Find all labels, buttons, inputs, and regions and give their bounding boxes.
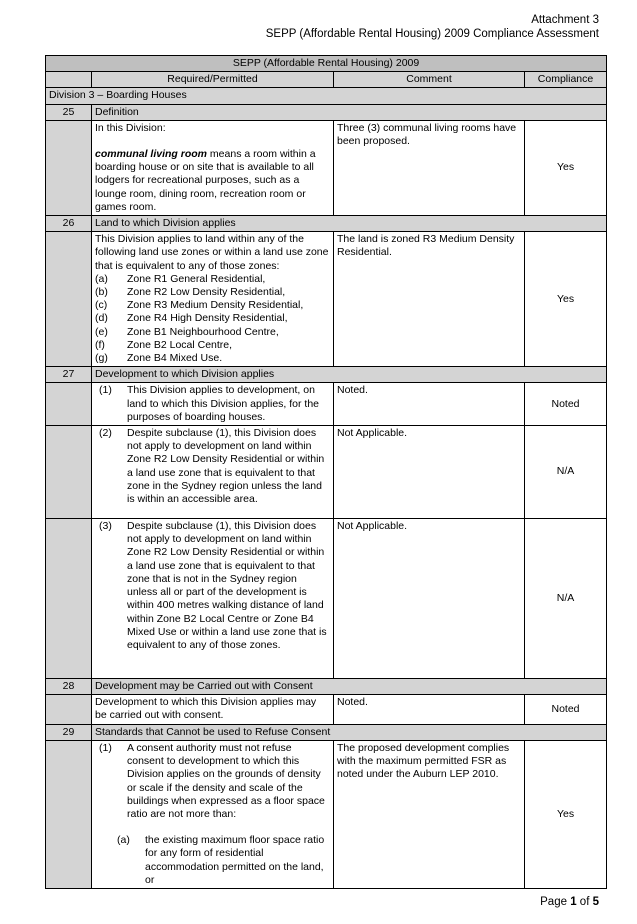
subclause-text: the existing maximum floor space ratio for any form of residential accommodation permitted on the land, or: [145, 834, 325, 886]
number-cell-blank: [46, 740, 92, 888]
comment-cell: Not Applicable.: [334, 426, 525, 519]
column-header-blank: [46, 72, 92, 88]
required-cell: [92, 426, 334, 519]
page-of: of: [576, 896, 593, 908]
comment-cell: Noted.: [334, 695, 525, 724]
page-number: 1: [570, 896, 577, 908]
compliance-cell: N/A: [525, 519, 607, 679]
table-row: [46, 383, 607, 426]
number-cell-blank: [46, 519, 92, 679]
comment-cell: Not Applicable.: [334, 519, 525, 679]
required-cell: Development to which this Division applies may be carried out with consent.: [92, 695, 334, 724]
table-row: [46, 740, 607, 888]
section-heading-row: [46, 679, 607, 695]
defined-term: communal living room: [95, 148, 208, 161]
list-item: (g) Zone B4 Mixed Use.: [95, 352, 223, 365]
list-item: (a) Zone R1 General Residential,: [95, 272, 266, 285]
column-header-compliance: Compliance: [525, 72, 607, 88]
number-cell-blank: [46, 383, 92, 426]
compliance-cell: Noted: [525, 383, 607, 426]
section-number: 28: [46, 679, 92, 695]
clause-text: Despite subclause (1), this Division does not apply to development on land within Zone R2 Low Density Residential or within a land use zone that is equivalent to that zone in the Sydney region unless the land is within an accessible area.: [127, 427, 325, 506]
compliance-cell: Yes: [525, 232, 607, 367]
comment-cell: The proposed development complies with the maximum permitted FSR as noted under the Auburn LEP 2010.: [334, 740, 525, 888]
comment-cell: The land is zoned R3 Medium Density Residential.: [334, 232, 525, 367]
required-cell: [92, 232, 334, 367]
clause-label: (1): [99, 741, 112, 754]
required-cell: [92, 120, 334, 215]
clause-text: This Division applies to development, on land to which this Division applies, for the purposes of boarding houses.: [127, 384, 320, 423]
table-row: [46, 426, 607, 519]
definition-intro: In this Division:: [95, 121, 166, 134]
clause-label: (3): [99, 520, 112, 533]
table-row: [46, 120, 607, 215]
number-cell-blank: [46, 120, 92, 215]
section-heading-row: [46, 216, 607, 232]
list-item: (c) Zone R3 Medium Density Residential,: [95, 299, 304, 312]
page-footer: [540, 896, 599, 908]
compliance-cell: N/A: [525, 426, 607, 519]
division-heading: Division 3 – Boarding Houses: [46, 88, 607, 104]
page-prefix: Page: [540, 896, 571, 908]
list-item: (f) Zone B2 Local Centre,: [95, 338, 233, 351]
column-header-comment: Comment: [334, 72, 525, 88]
comment-cell: Three (3) communal living rooms have been proposed.: [334, 120, 525, 215]
attachment-label: Attachment 3: [531, 14, 599, 26]
division-row: [46, 88, 607, 104]
list-item: (e) Zone B1 Neighbourhood Centre,: [95, 325, 279, 338]
required-cell: [92, 383, 334, 426]
column-header-row: [46, 72, 607, 88]
clause-label: (2): [99, 427, 112, 440]
clause-text: Despite subclause (1), this Division does not apply to development on land within Zone R2 Low Density Residential or within a land use zone that is equivalent to that zone that is not in the Sydney region unless all or part of the development is within 400 metres walking distance of land within Zone B2 Local Centre or Zone B4 Mixed Use or within a land use zone that is equivalent to any of those zones.: [127, 520, 327, 651]
section-heading: Land to which Division applies: [92, 216, 607, 232]
section-heading-row: [46, 724, 607, 740]
list-item: (b) Zone R2 Low Density Residential,: [95, 286, 286, 299]
section-heading-row: [46, 367, 607, 383]
section-number: 26: [46, 216, 92, 232]
section-heading: Definition: [92, 104, 607, 120]
section-heading-row: [46, 104, 607, 120]
definition-body: means a room within a boarding house or on site that is available to all lodgers for recreational purposes, such as a lounge room, dining room, recreation room or games room.: [95, 148, 316, 213]
clause-label: (1): [99, 384, 112, 397]
section-number: 27: [46, 367, 92, 383]
comment-cell: Noted.: [334, 383, 525, 426]
required-cell: [92, 519, 334, 679]
table-title: SEPP (Affordable Rental Housing) 2009: [46, 56, 607, 72]
section-heading: Development to which Division applies: [92, 367, 607, 383]
table-row: [46, 695, 607, 724]
list-item: (d) Zone R4 High Density Residential,: [95, 312, 288, 325]
compliance-cell: Yes: [525, 740, 607, 888]
table-row: [46, 519, 607, 679]
section-heading: Development may be Carried out with Consent: [92, 679, 607, 695]
subclause-label: (a): [117, 834, 130, 847]
table-row: [46, 232, 607, 367]
compliance-cell: Noted: [525, 695, 607, 724]
required-cell: [92, 740, 334, 888]
zones-intro: This Division applies to land within any of the following land use zones or within a land use zone that is equivalent to any of those zones:: [95, 233, 329, 272]
section-number: 29: [46, 724, 92, 740]
compliance-table: [45, 55, 607, 889]
section-heading: Standards that Cannot be used to Refuse Consent: [92, 724, 607, 740]
column-header-required: Required/Permitted: [92, 72, 334, 88]
definition-text: [95, 148, 330, 214]
number-cell-blank: [46, 426, 92, 519]
compliance-cell: Yes: [525, 120, 607, 215]
clause-text: A consent authority must not refuse consent to development to which this Division applies on the grounds of density or scale if the density and scale of the buildings when expressed as a floor space ratio are not more than:: [127, 741, 325, 820]
section-number: 25: [46, 104, 92, 120]
page-total: 5: [592, 896, 599, 908]
table-title-row: [46, 56, 607, 72]
number-cell-blank: [46, 695, 92, 724]
document-subtitle: SEPP (Affordable Rental Housing) 2009 Compliance Assessment: [265, 28, 599, 40]
number-cell-blank: [46, 232, 92, 367]
